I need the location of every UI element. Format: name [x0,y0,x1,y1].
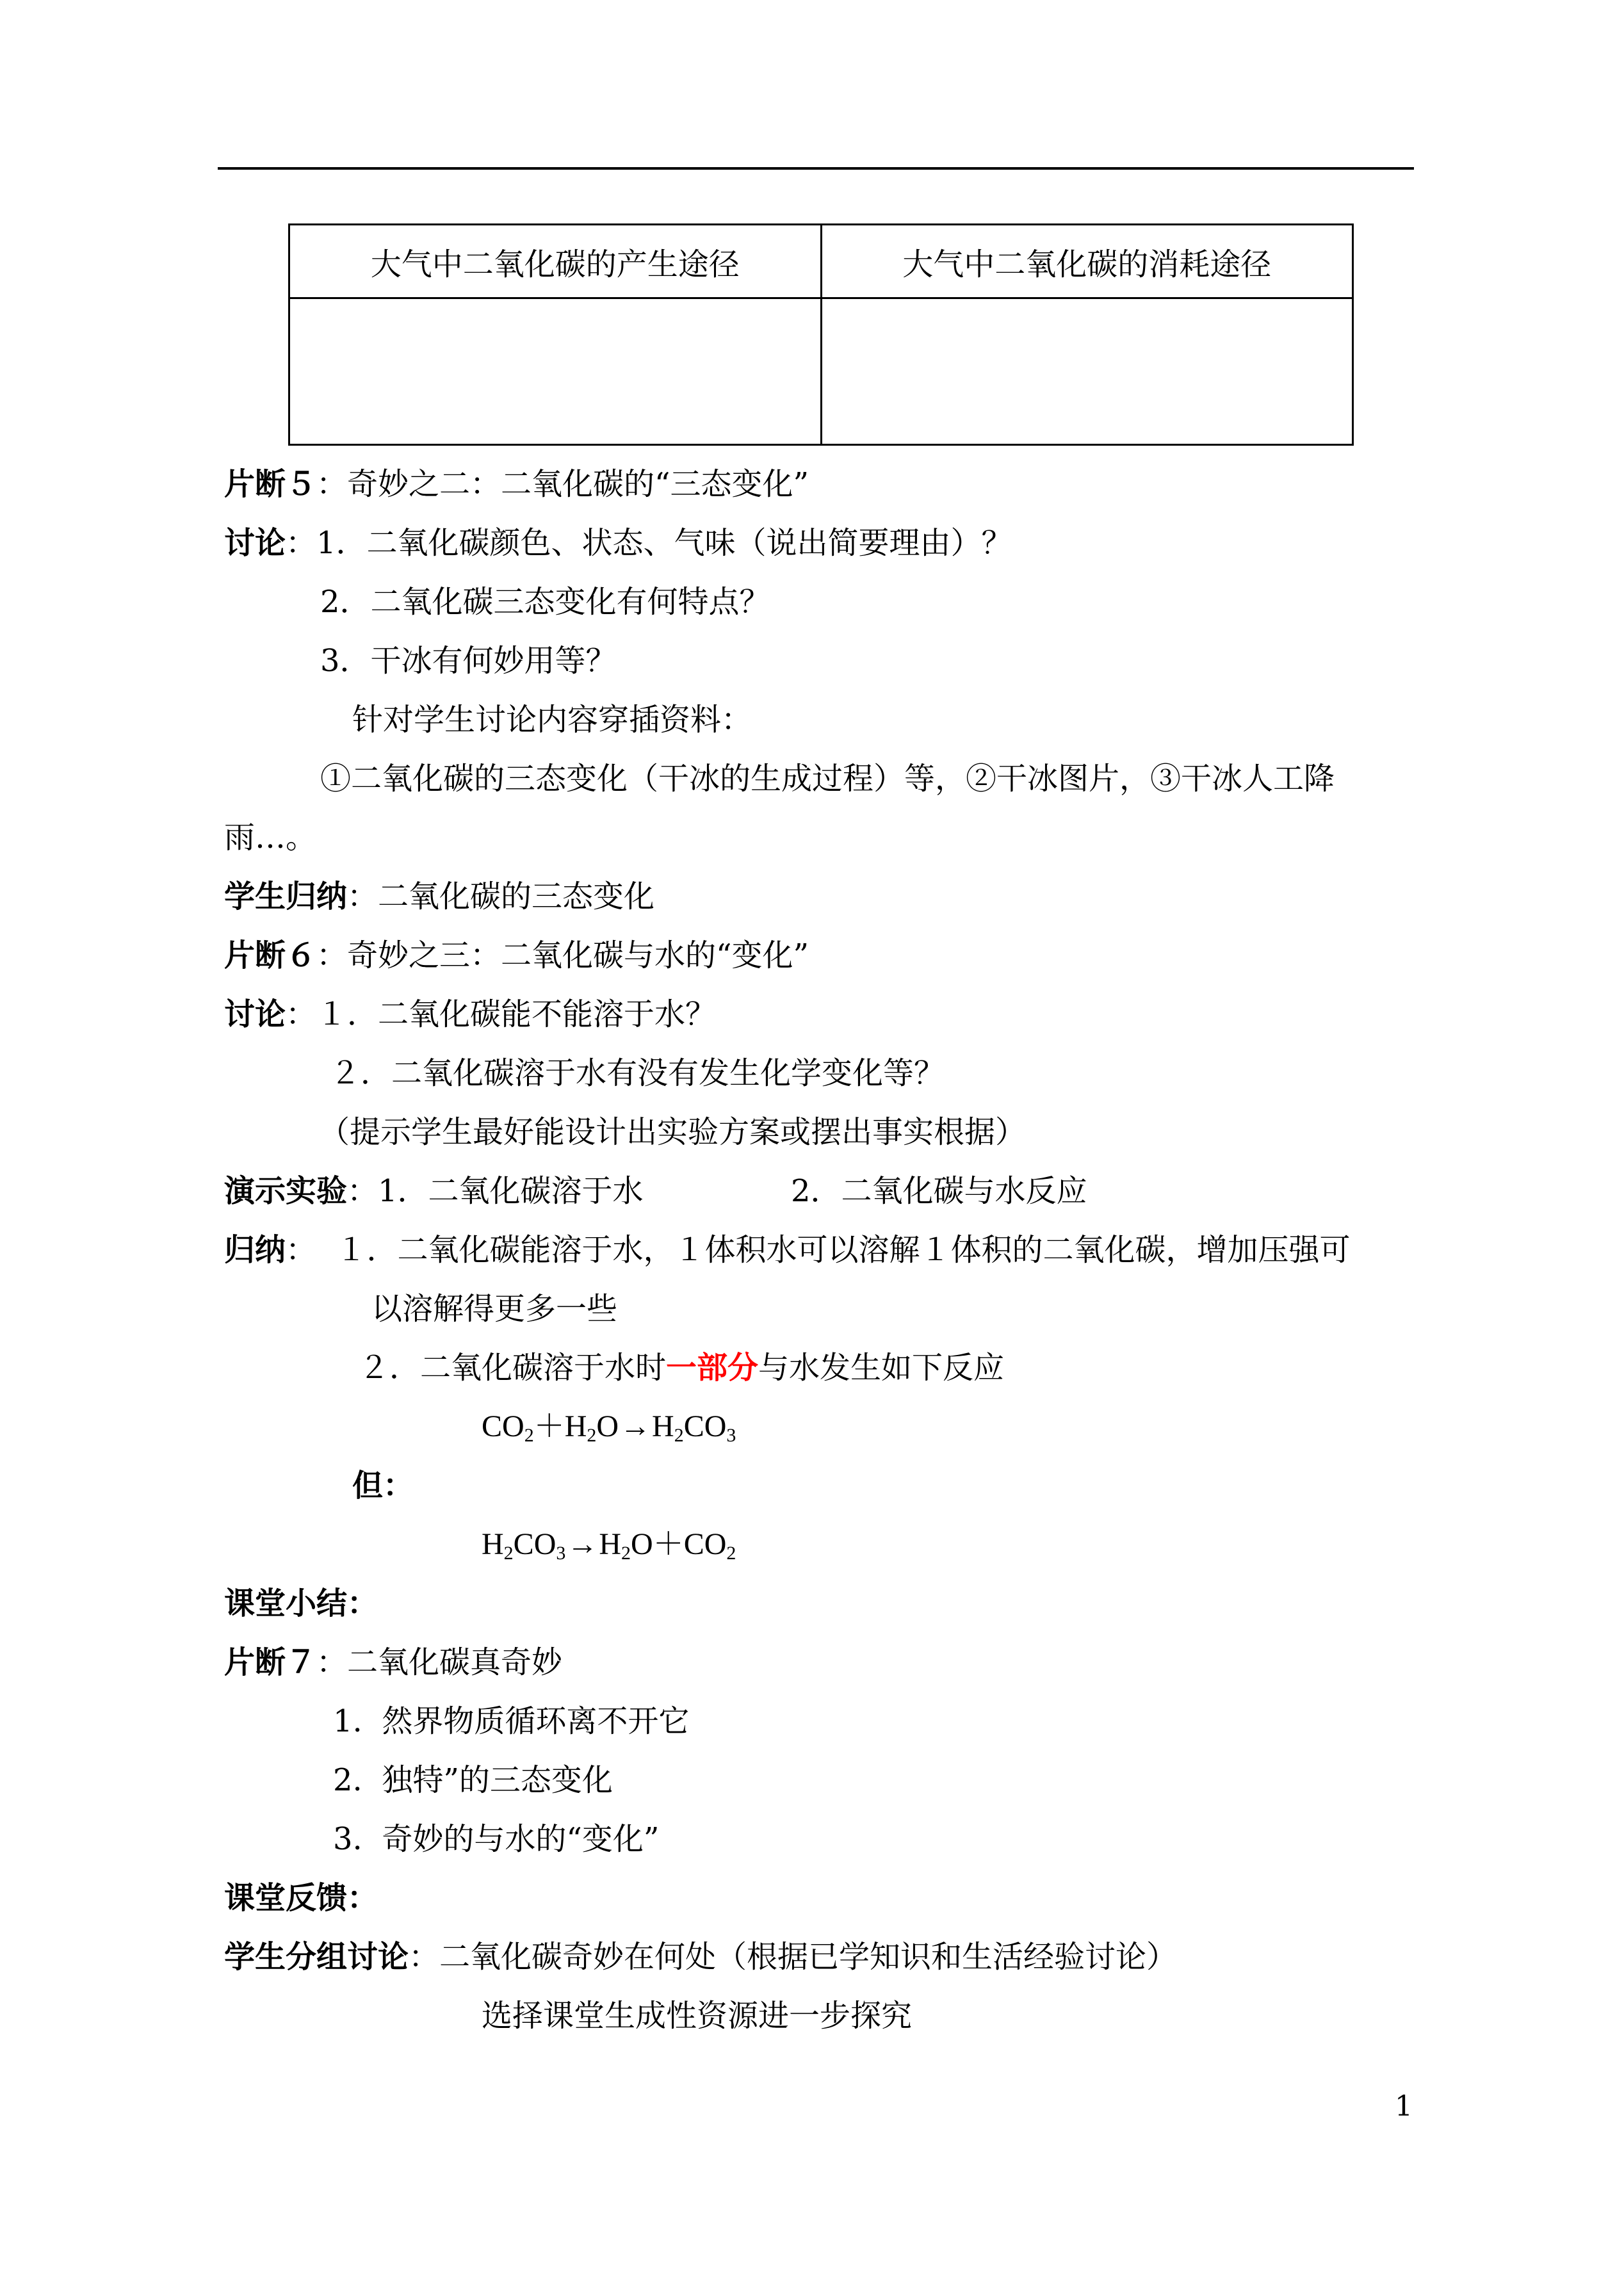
discussion-1-q3: 3．干冰有何妙用等？ [320,643,617,679]
but-label: 但： [352,1468,414,1504]
discussion-1-q2: 2．二氧化碳三态变化有何特点？ [320,584,770,620]
header-rule [218,167,1414,170]
discussion-2-line [224,994,716,1035]
equation-2: $H_2CO_3\to H_2O+CO_2$ [482,1524,736,1574]
segment-5-label: 片断５ [224,466,317,502]
discussion-2-label: 讨论 [224,996,286,1032]
arrow-icon: → [620,1409,651,1443]
class-feedback-label: 课堂反馈： [224,1880,378,1916]
table-header-production: 大气中二氧化碳的产生途径 [289,225,822,298]
segment-6-label: 片断６ [224,937,317,973]
table-header-consumption: 大气中二氧化碳的消耗途径 [821,225,1353,298]
discussion-2-q1: ：１．二氧化碳能不能溶于水？ [286,996,717,1032]
material-line-2: 雨…。 [224,820,317,856]
student-summary-1-label: 学生归纳 [224,879,348,914]
equation-1: $CO_2+H_2O\to H_2CO_3$ [482,1406,736,1456]
conclusion-point-1b: 以溶解得更多一些 [371,1291,618,1327]
conclusion-point-2-pre: ２．二氧化碳溶于水时 [359,1350,667,1386]
discussion-1-q1: ：1．二氧化碳颜色、状态、气味（说出简要理由）？ [286,525,1012,561]
demo-experiment-1: ：1．二氧化碳溶于水 [347,1173,644,1209]
segment-6-line [224,935,809,976]
conclusion-point-1a: ： １．二氧化碳能溶于水，１体积水可以溶解１体积的二氧化碳，增加压强可 [286,1232,1351,1268]
group-discussion-next: 选择课堂生成性资源进一步探究 [482,1998,913,2034]
demo-line [224,1171,644,1212]
discussion-2-hint: （提示学生最好能设计出实验方案或摆出事实根据） [319,1114,1027,1150]
group-discussion-label: 学生分组讨论 [224,1939,409,1975]
page-number: 1 [1395,2090,1413,2123]
group-discussion-line [224,1936,1177,1977]
conclusion-point-2-post: 与水发生如下反应 [758,1350,1005,1386]
conclusion-line [224,1229,1351,1270]
co2-pathway-table [288,223,1354,446]
segment-7-text: ：二氧化碳真奇妙 [316,1644,563,1680]
segment-7-line [224,1642,562,1683]
highlight-partial: 一部分 [666,1350,759,1386]
segment-7-label: 片断７ [224,1644,317,1680]
summary-item-2: 2. 独特”的三态变化 [333,1762,613,1798]
summary-item-3: 3. 奇妙的与水的“变化” [333,1821,660,1857]
demo-experiment-2: 2．二氧化碳与水反应 [791,1173,1087,1209]
group-discussion-text: ：二氧化碳奇妙在何处（根据已学知识和生活经验讨论） [409,1939,1178,1975]
material-intro: 针对学生讨论内容穿插资料： [352,702,752,738]
student-summary-1-line [224,876,654,917]
conclusion-point-2 [359,1347,1004,1388]
table-cell-production-empty [289,298,822,445]
class-summary-label: 课堂小结： [224,1585,378,1621]
discussion-2-q2: ２．二氧化碳溶于水有没有发生化学变化等？ [330,1055,945,1091]
discussion-1-line [224,523,1012,564]
conclusion-label: 归纳 [224,1232,286,1268]
segment-6-text: ：奇妙之三：二氧化碳与水的“变化” [316,937,809,973]
material-line-1: ①二氧化碳的三态变化（干冰的生成过程）等，②干冰图片，③干冰人工降 [320,761,1335,797]
segment-5-line [224,464,809,505]
segment-5-text: ：奇妙之二：二氧化碳的“三态变化” [316,466,809,502]
student-summary-1-text: ：二氧化碳的三态变化 [347,879,655,914]
table-cell-consumption-empty [821,298,1353,445]
arrow-icon: → [567,1527,598,1561]
summary-item-1: 1. 然界物质循环离不开它 [333,1703,690,1739]
discussion-1-label: 讨论 [224,525,286,561]
demo-label: 演示实验 [224,1173,348,1209]
